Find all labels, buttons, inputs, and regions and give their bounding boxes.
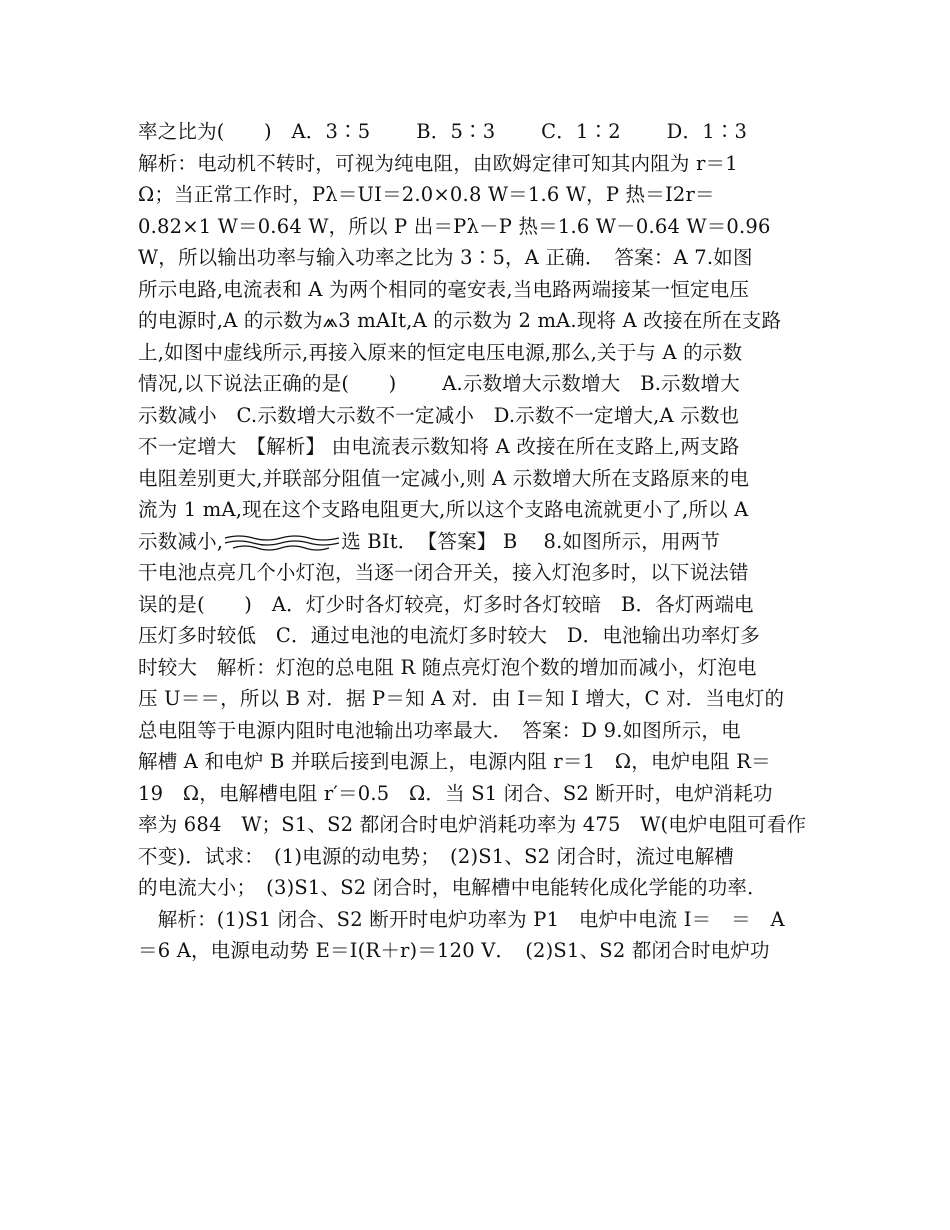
text-line-20: 总电阻等于电源内阻时电池输出功率最大． 答案：D 9.如图所示，电 [138, 718, 741, 742]
text-line-4: 0.82×1 W＝0.64 W，所以 P 出＝Pλ－P 热＝1.6 W－0.64 W＝0.96 [138, 214, 771, 238]
text-line-26: 解析：(1)S1 闭合、S2 断开时电炉功率为 P1 电炉中电流 I＝ ＝ A [138, 907, 785, 931]
text-line-7-head: 的电源时,A 的示数为⩕3 mAI [138, 309, 399, 332]
text-line-7-tail: t,A 的示数为 2 mA.现将 A 改接在所在支路 [398, 309, 782, 332]
text-line-23: 率为 684 W；S1、S2 都闭合时电炉消耗功率为 475 W(电炉电阻可看作 [138, 813, 807, 836]
document-text [138, 116, 818, 967]
text-line-17: 压灯多时较低 C．通过电池的电流灯多时较大 D．电池输出功率灯多 [138, 624, 760, 647]
text-line-5: W，所以输出功率与输入功率之比为 3∶5，A 正确． 答案：A 7.如图 [138, 246, 753, 269]
text-line-6: 所示电路,电流表和 A 为两个相同的毫安表,当电路两端接某一恒定电压 [138, 277, 750, 301]
text-line-9: 情况,以下说法正确的是( ) A.示数增大示数增大 B.示数增大 [138, 372, 740, 395]
text-line-8: 上,如图中虚线所示,再接入原来的恒定电压电源,那么,关于与 A 的示数 [138, 340, 743, 364]
text-line-13: 流为 1 mA,现在这个支路电阻更大,所以这个支路电流就更小了,所以 A [138, 498, 749, 521]
text-line-14-head: 示数减小, [138, 529, 224, 553]
text-line-14-tail2: t． 【答案】 B 8.如图所示，用两节 [389, 529, 721, 553]
text-line-14 [138, 526, 818, 558]
text-line-7 [138, 305, 818, 337]
text-line-16: 误的是( ) A．灯少时各灯较亮，灯多时各灯较暗 B．各灯两端电 [138, 592, 754, 616]
text-line-24: 不变)．试求： (1)电源的动电势； (2)S1、S2 闭合时，流过电解槽 [138, 844, 734, 868]
text-line-10: 示数减小 C.示数增大示数不一定减小 D.示数不一定增大,A 示数也 [138, 403, 740, 427]
text-line-14-tail: 选 BI [341, 529, 390, 553]
text-line-3: Ω；当正常工作时，Pλ＝UI＝2.0×0.8 W＝1.6 W，P 热＝I2r＝ [138, 183, 715, 206]
text-line-22: 19 Ω，电解槽电阻 r′＝0.5 Ω．当 S1 闭合、S2 断开时，电炉消耗功 [138, 781, 773, 805]
text-line-21: 解槽 A 和电炉 B 并联后接到电源上，电源内阻 r＝1 Ω，电炉电阻 R＝ [138, 750, 771, 773]
text-line-19: 压 U＝＝，所以 B 对．据 P＝知 A 对．由 I＝知 I 增大，C 对．当电灯的 [138, 687, 785, 710]
text-line-15: 干电池点亮几个小灯泡，当逐一闭合开关，接入灯泡多时，以下说法错 [138, 561, 749, 584]
text-line-2: 解析：电动机不转时，可视为纯电阻，由欧姆定律可知其内阻为 r＝1 [138, 151, 738, 175]
text-line-11: 不一定增大 【解析】 由电流表示数知将 A 改接在所在支路上,两支路 [138, 435, 740, 458]
text-line-18: 时较大 解析：灯泡的总电阻 R 随点亮灯泡个数的增加而减小，灯泡电 [138, 655, 757, 679]
text-line-1: 率之比为( ) A．3∶5 B．5∶3 C．1∶2 D．1∶3 [138, 120, 748, 143]
wavy-underline-mark [223, 533, 341, 551]
text-line-12: 电阻差别更大,并联部分阻值一定减小,则 A 示数增大所在支路原来的电 [138, 466, 750, 490]
text-line-27: ＝6 A，电源电动势 E＝I(R＋r)＝120 V． (2)S1、S2 都闭合时电炉功 [138, 939, 770, 962]
text-line-25: 的电流大小； (3)S1、S2 闭合时，电解槽中电能转化成化学能的功率． [138, 876, 767, 899]
